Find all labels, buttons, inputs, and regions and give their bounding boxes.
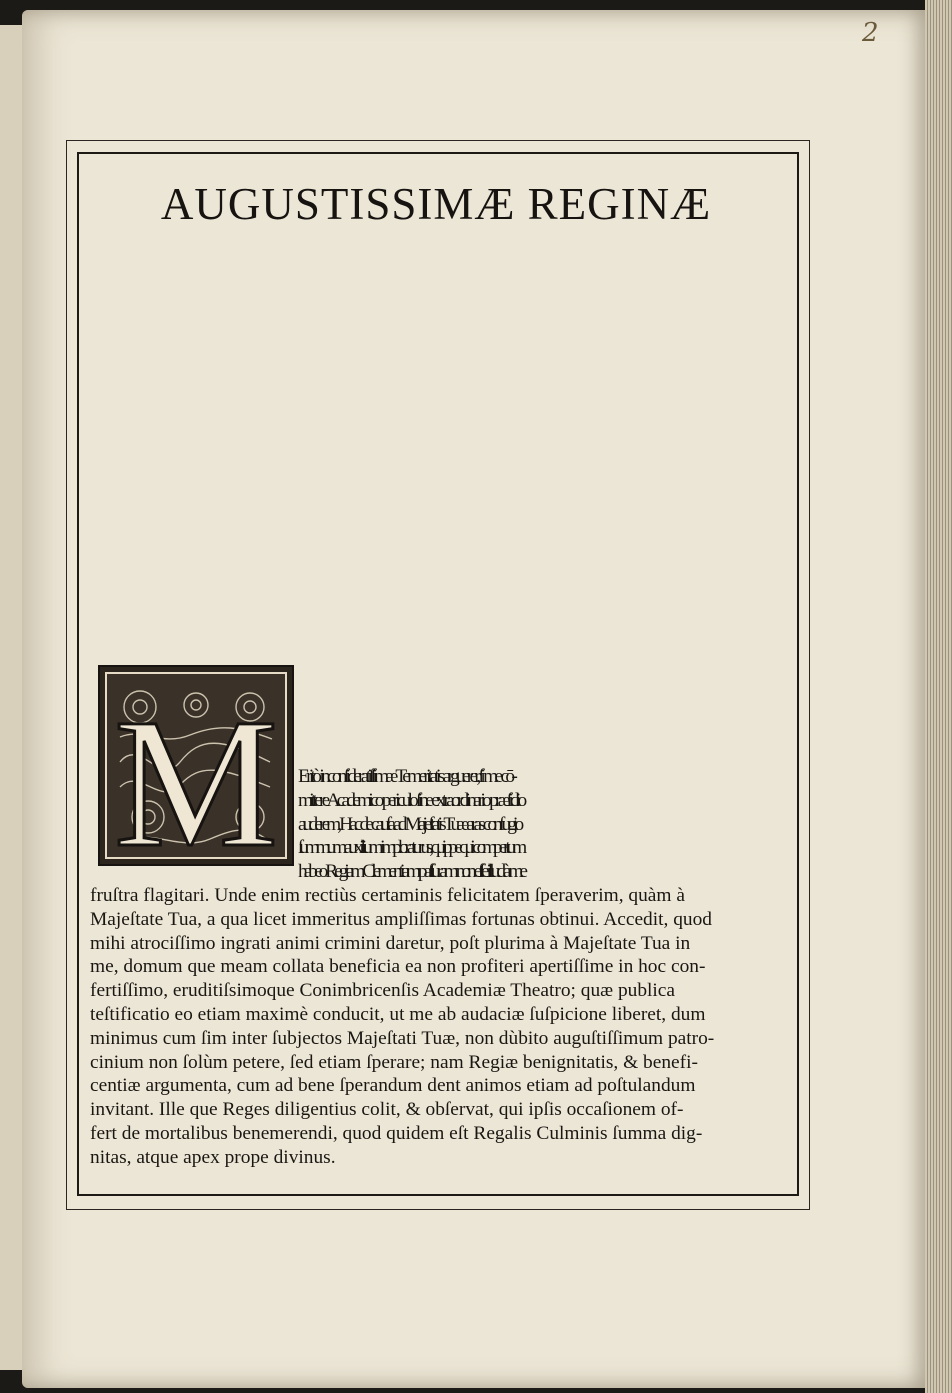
page-stack-edge: [925, 0, 952, 1393]
body-line: Eritò inconſideratiſſimæ Temeritatis arguerer, ſi me cō-: [298, 766, 515, 787]
body-line: minimus cum ſim inter ſubjectos Majeſtati Tuæ, non dùbito auguſtiſſimum patro-: [90, 1027, 715, 1049]
dedication-body: [90, 765, 786, 1170]
body-line: auderem, Hac de cauſa ad Majeſtatis Tuæ aras confugio: [298, 813, 521, 835]
body-line: me, domum que meam collata beneficia ea non profiteri apertiſſime in hoc con-: [90, 956, 706, 978]
body-line: centiæ argumenta, cum ad bene ſperandum dent animos etiam ad poſtulandum: [90, 1075, 696, 1097]
body-line: fertiſſimo, eruditiſsimoque Conimbricenſis Academiæ Theatro; quæ publica: [90, 980, 676, 1002]
body-line: habeo Regiam Clementiam paſſuram non eſſe illud à me: [298, 861, 525, 883]
body-line: fruſtra flagitari. Unde enim rectiùs certaminis felicitatem ſperaverim, quàm à: [90, 884, 685, 906]
body-line: ſummum auxilium imploraturus, quippe qui compertum: [298, 837, 524, 859]
body-line: Majeſtate Tua, a qua licet immeritus ampliſſimas fortunas obtinui. Accedit, quod: [90, 908, 713, 930]
body-line: teſtificatio eo etiam maximè conducit, ut me ab audaciæ ſuſpicione liberet, dum: [90, 1003, 706, 1025]
body-line: nitas, atque apex prope divinus.: [90, 1146, 336, 1168]
body-line: cinium non ſolùm petere, ſed etiam ſperare; nam Regiæ benignitatis, & benefi-: [90, 1051, 698, 1073]
body-line: mittere Academico periculo ſine extraordinario præſidio: [298, 789, 524, 811]
folio-mark: 2: [862, 18, 879, 48]
page-title: AUGUSTISSIMÆ REGINÆ: [160, 179, 712, 229]
body-line: fert de mortalibus benemerendi, quod quidem eſt Regalis Culminis ſumma dig-: [90, 1122, 703, 1144]
initial-letter-glyph: M: [113, 681, 279, 864]
body-line: invitant. Ille que Reges diligentius colit, & obſervat, qui ipſis occaſionem of-: [90, 1099, 684, 1121]
body-line: mihi atrociſſimo ingrati animi crimini daretur, poſt plurima à Majeſtate Tua in: [90, 932, 691, 954]
